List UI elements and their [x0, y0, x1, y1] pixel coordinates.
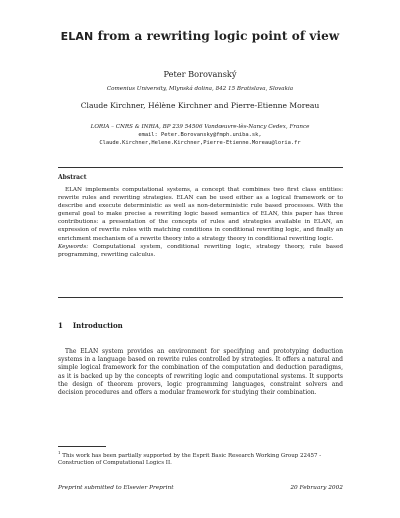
abstract-bottom-rule [58, 297, 343, 298]
footer-preprint-note: Preprint submitted to Elsevier Preprint [58, 485, 174, 491]
footnote-text: This work has been partially supported by the Esprit Basic Research Working Group 22457 - Construction of Computational Logics II. [58, 452, 322, 467]
email-line-2: Claude.Kirchner,Helene.Kirchner,Pierre-Etienne.Moreau@loria.fr [99, 140, 301, 146]
abstract-paragraph: ELAN implements computational systems, a concept that combines two first class entities: rewrite rules and rewriting strategies. ELAN can be used either as a logical framework or to describe and execute deterministic as well as non-deterministic rule based processes. With the general goal to make precise a rewriting logic based semantics of ELAN, this paper has three contributions: a presentation of the concepts of rules and strategies available in ELAN, an expression of rewrite rules with matching conditions in conditional rewriting logic, and finally an enrichment mechanism of a rewrite theory into a strategy theory in conditional rewriting logic. [58, 187, 343, 242]
keywords [58, 243, 343, 259]
author-1: Peter Borovanský [163, 69, 237, 79]
section-title: Introduction [72, 321, 123, 330]
affiliation-2: LORIA – CNRS & INRIA, BP 239 54506 Vandœuvre-lès-Nancy Cedex, France [90, 124, 310, 130]
footnote-mark: 1 [58, 450, 61, 455]
abstract-top-rule [58, 167, 343, 168]
section-body [58, 348, 343, 397]
paper-title [0, 29, 400, 43]
footnote [58, 449, 343, 468]
section-number: 1 [58, 321, 63, 330]
keywords-text: Computational system, conditional rewriting logic, strategy theory, rule based programming, rewriting calculus. [58, 243, 343, 258]
footer-date: 20 February 2002 [290, 485, 343, 491]
abstract-body [58, 186, 343, 259]
footnote-rule [58, 446, 106, 447]
affiliation-1: Comenius University, Mlynská dolina, 842 15 Bratislava, Slovakia [106, 86, 294, 92]
keywords-label: Keywords: [58, 243, 89, 250]
email-line-1: email: Peter.Borovansky@fmph.uniba.sk, [138, 132, 262, 138]
section-heading [58, 321, 123, 330]
title-system-name: ELAN [60, 30, 94, 43]
section-paragraph: The ELAN system provides an environment for specifying and prototyping deduction systems in a language based on rewrite rules controlled by strategies. It offers a natural and simple logical framework for the combination of the computation and deduction paradigms, as it is backed up by the concepts of rewriting logic and computational systems. It supports the design of theorem provers, logic programming languages, constraint solvers and decision procedures and offers a modular framework for studying their combination. [58, 348, 343, 397]
author-2: Claude Kirchner, Hélène Kirchner and Pierre-Etienne Moreau [80, 101, 320, 110]
title-rest: from a rewriting logic point of view [93, 29, 340, 43]
abstract-heading: Abstract [58, 174, 87, 181]
